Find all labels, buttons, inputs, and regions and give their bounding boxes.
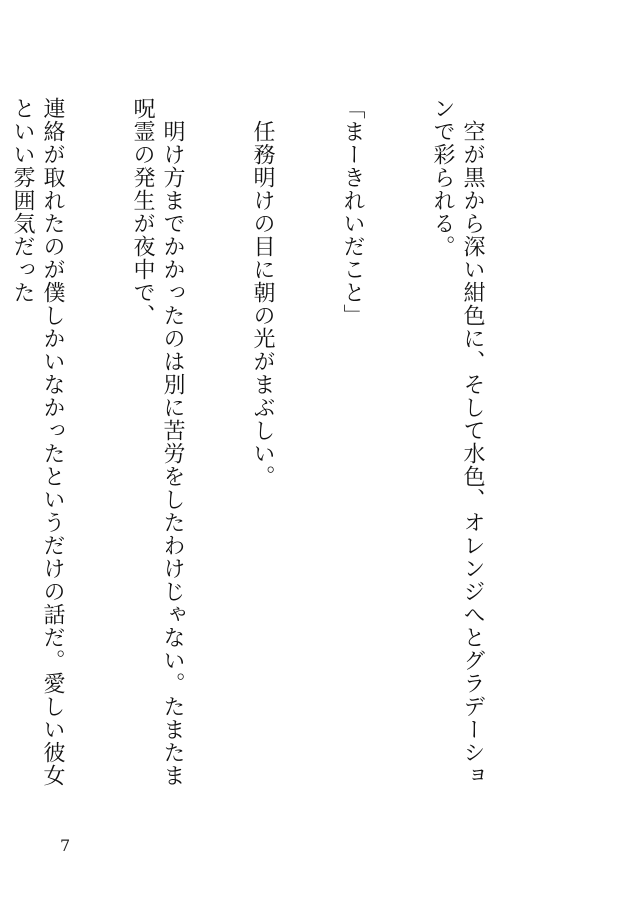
text-line: 連絡が取れたのが僕しかいなかったというだけの話だ。愛しい彼女といい雰囲気だった (10, 97, 65, 787)
body-text (10, 97, 547, 797)
text-line: 任務明けの目に朝の光がまぶしい。 (250, 97, 275, 488)
text-line: 空が黒から深い紺色に、そして水色、オレンジへとグラデーションで彩られる。 (430, 97, 485, 787)
text-line: 「まーきれいだこと」 (340, 97, 365, 327)
text-line: 明け方までかかったのは別に苦労をしたわけじゃない。たまたま呪霊の発生が夜中で、 (130, 97, 185, 787)
page-number: 7 (60, 836, 71, 855)
